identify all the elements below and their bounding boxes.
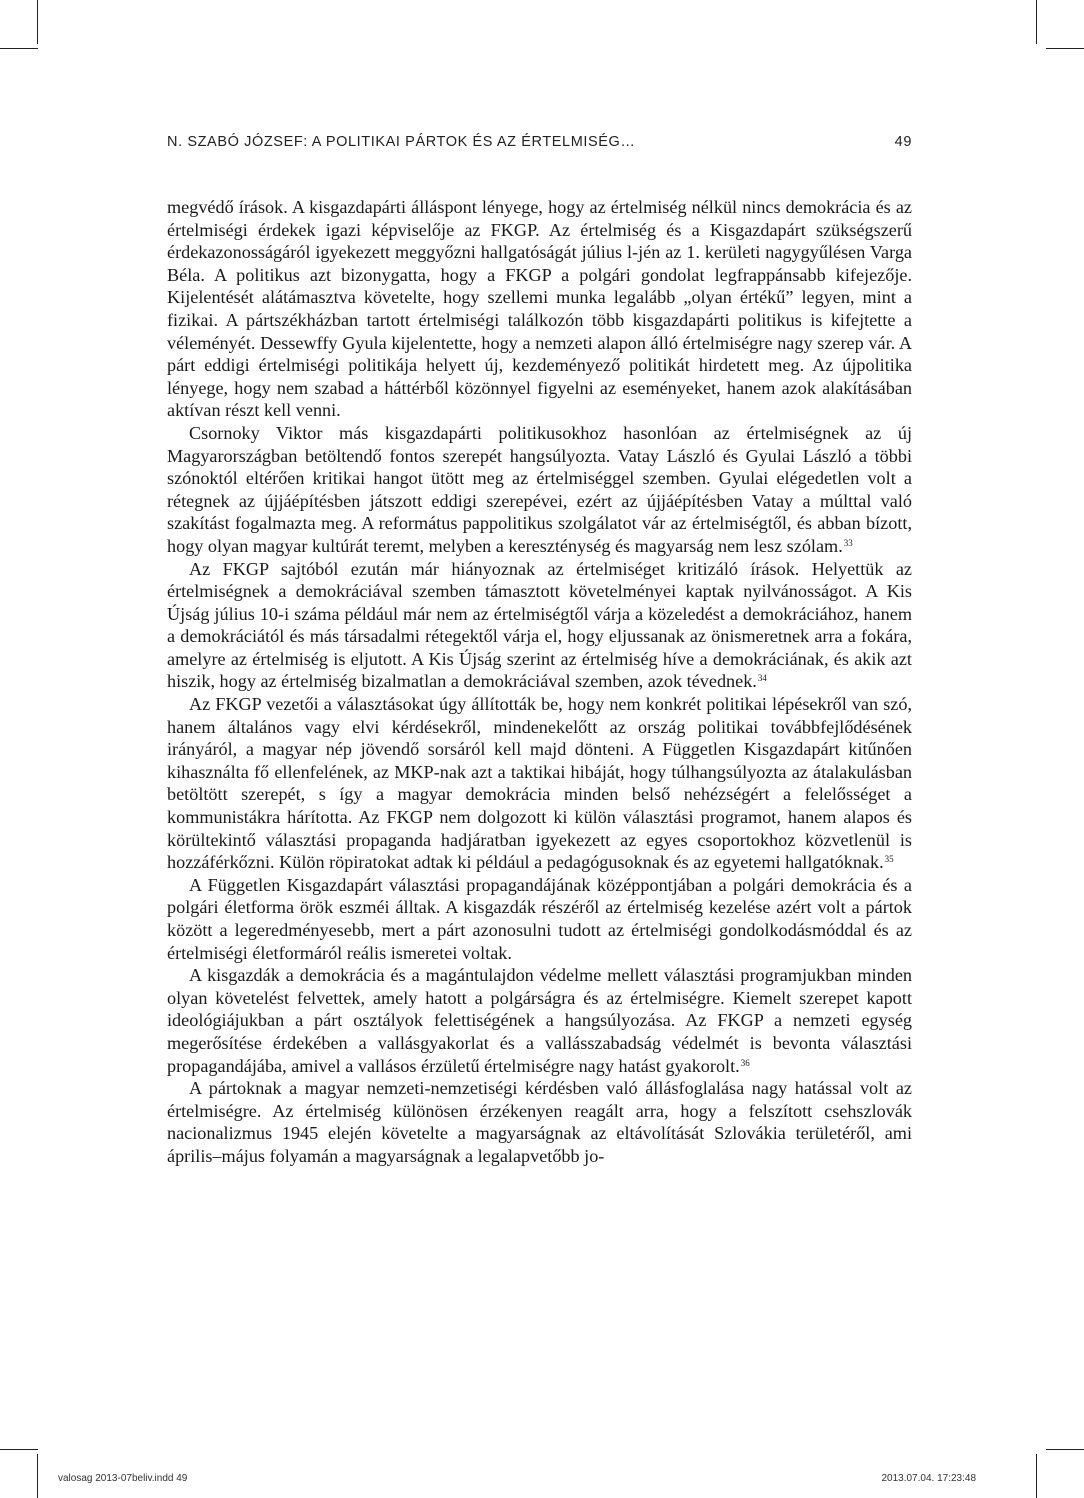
slug-filename: valosag 2013-07beliv.indd 49 (58, 1473, 188, 1484)
running-title: N. SZABÓ JÓZSEF: A POLITIKAI PÁRTOK ÉS AZ ÉRTELMISÉG… (167, 134, 636, 150)
crop-mark (1046, 1449, 1084, 1450)
crop-mark (1036, 1454, 1037, 1498)
footnote-ref: 33 (843, 537, 853, 548)
crop-mark (37, 1454, 38, 1498)
paragraph: A Független Kisgazdapárt választási propagandájának középpontjában a polgári demokrácia és a polgári életforma örök eszméi álltak. A kisgazdák részéről az értelmiség kezelése azért volt a pártok között a legeredményesebb, mert a párt azonosulni tudott az értelmiségi gondolkodásmóddal és az értelmiségi életformáról reális ismeretei voltak. (167, 874, 912, 963)
running-header (167, 134, 912, 150)
crop-mark (1036, 0, 1037, 44)
slug-timestamp: 2013.07.04. 17:23:48 (881, 1473, 976, 1484)
crop-mark (0, 48, 38, 49)
crop-mark (37, 0, 38, 44)
crop-mark (0, 1449, 38, 1450)
page-number: 49 (894, 134, 912, 150)
print-slug (58, 1473, 976, 1484)
paragraph: megvédő írások. A kisgazdapárti álláspont lényege, hogy az értelmiség nélkül nincs demokrácia és az értelmiségi érdekek igazi képviselője az FKGP. Az értelmiség és a Kisgazdapárt szükségszerű érdekazonosságáról igyekezett meggyőzni hallgatóságát július l-jén az 1. kerületi nagygyűlésen Varga Béla. A politikus azt bizonygatta, hogy a FKGP a polgári gondolat legfrappánsabb kifejezője. Kijelentését alátámasztva követelte, hogy szellemi munka legalább „olyan értékű” legyen, mint a fizikai. A pártszékházban tartott értelmiségi találkozón több kisgazdapárti politikus is kifejtette a véleményét. Dessewffy Gyula kijelentette, hogy a nemzeti alapon álló értelmiségre nagy szerep vár. A párt eddigi értelmiségi politikája helyett új, kezdeményező politikát hirdetett meg. Az újpolitika lényege, hogy nem szabad a háttérből közönnyel figyelni az eseményeket, hanem azok alakításában aktívan részt kell venni. (167, 197, 912, 421)
paragraph: Az FKGP vezetői a választásokat úgy állították be, hogy nem konkrét politikai lépésekről van szó, hanem általános vagy elvi kérdésekről, mindenekelőtt az ország politikai továbbfejlődésének irányáról, a magyar nép jövendő sorsáról kell majd dönteni. A Független Kisgazdapárt kitűnően kihasználta fő ellenfelének, az MKP-nak azt a taktikai hibáját, hogy túlhangsúlyozta az átalakulásban betöltött szerepét, s így a magyar demokrácia minden belső nehézségért a felelősséget a kommunistákra hárította. Az FKGP nem dolgozott ki külön választási programot, hanem alapos és körültekintő választási propaganda hadjáratban igyekezett az egyes csoportokhoz közvetlenül is hozzáférkőzni. Külön röpiratokat adtak ki például a pedagógusoknak és az egyetemi hallgatóknak.$^{35}$ (167, 694, 912, 873)
footnote-ref: 35 (884, 854, 894, 865)
crop-mark (1046, 48, 1084, 49)
article-body (167, 196, 912, 1168)
paragraph: A pártoknak a magyar nemzeti-nemzetiségi kérdésben való állásfoglalása nagy hatással volt az értelmiségre. Az értelmiség különösen érzékenyen reagált arra, hogy a felszított csehszlovák nacionalizmus 1945 elején követelte a magyarságnak az eltávolítását Szlovákia területéről, ami április–május folyamán a magyarságnak a legalapvetőbb jo- (167, 1078, 912, 1166)
paragraph: Csornoky Viktor más kisgazdapárti politikusokhoz hasonlóan az értelmiségnek az új Magyarországban betöltendő fontos szerepét hangsúlyozta. Vatay László és Gyulai László a többi szónoktól eltérően kritikai hangot ütött meg az értelmiséggel szemben. Gyulai elégedetlen volt a rétegnek az újjáépítésben játszott eddigi szerepévei, ezért az újjáépítésben Vatay a múlttal való szakítást fogalmazta meg. A református pappolitikus szolgálatot vár az értelmiségtől, és abban bízott, hogy olyan magyar kultúrát teremt, melyben a kereszténység és magyarság nem lesz szólam.$^{33}$ (167, 422, 912, 556)
footnote-ref: 36 (740, 1057, 750, 1068)
paragraph: A kisgazdák a demokrácia és a magántulajdon védelme mellett választási programjukban minden olyan követelést felvettek, amely hatott a polgárságra és az értelmiségre. Kiemelt szerepet kapott ideológiájukban a párt osztályok felettiségének a hangsúlyozása. Az FKGP a nemzeti egység megerősítése érdekében a vallásgyakorlat és a vallásszabadság védelmét is bevonta választási propagandájába, amivel a vallásos érzületű értelmiségre nagy hatást gyakorolt.$^{36}$ (167, 965, 912, 1076)
footnote-ref: 34 (757, 673, 767, 684)
paragraph: Az FKGP sajtóból ezután már hiányoznak az értelmiséget kritizáló írások. Helyettük az értelmiségnek a demokráciával szemben támasztott követelményei kaptak nyilvánosságot. A Kis Újság július 10-i száma például már nem az értelmiségtől várja a közeledést a demokráciához, hanem a demokráciától és más társadalmi rétegektől várja el, hogy eljussanak az önismeretnek arra a fokára, amelyre az értelmiség is eljutott. A Kis Újság szerint az értelmiség híve a demokráciának, és akik azt hiszik, hogy az értelmiség bizalmatlan a demokráciával szemben, azok tévednek.$^{34}$ (167, 558, 912, 692)
